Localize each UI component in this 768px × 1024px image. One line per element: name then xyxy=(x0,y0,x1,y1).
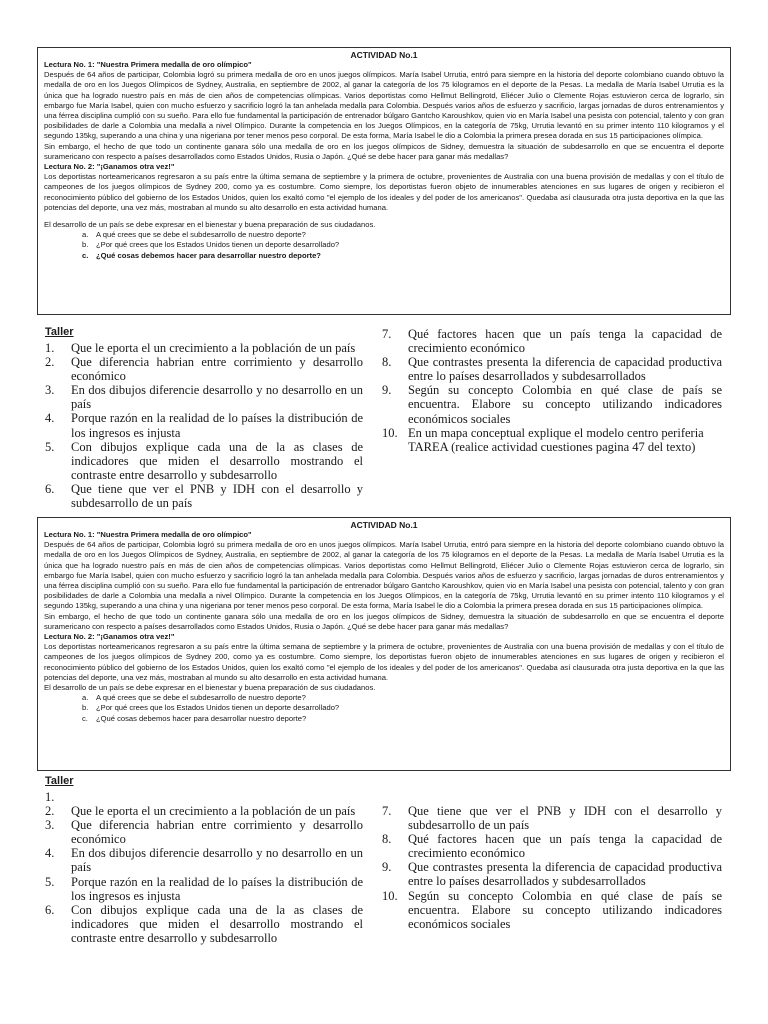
list-item: 2. Que diferencia habrian entre corrimiento y desarrollo económico xyxy=(45,355,363,384)
lectura-1-text-2: Sin embargo, el hecho de que todo un continente ganara sólo una medalla de oro en los juegos olímpicos de Sidney, demuestra la situación de subdesarrollo en que se encuentra el deporte suramericano con respecto a países desarrollados como Estados Unidos, Rusia o Japón. ¿Qué se debe hacer para ganar más medallas? xyxy=(44,141,724,161)
activity-title: ACTIVIDAD No.1 xyxy=(350,50,418,60)
taller-2-left-column xyxy=(45,790,363,945)
closing-statement: El desarrollo de un país se debe expresar en el bienestar y buena preparación de sus ciudadanos. xyxy=(44,220,376,230)
activity-box-2 xyxy=(37,517,731,771)
list-item: 3. Que diferencia habrian entre corrimiento y desarrollo económico xyxy=(45,818,363,847)
question-list xyxy=(44,230,724,261)
lectura-1-text-2: Sin embargo, el hecho de que todo un continente ganara sólo una medalla de oro en los juegos olímpicos de Sidney, demuestra la situación de subdesarrollo en que se encuentra el deporte suramericano con respecto a países desarrollados como Estados Unidos, Rusia o Japón. ¿Qué se debe hacer para ganar más medallas? xyxy=(44,611,724,631)
list-item: 10. En un mapa conceptual explique el modelo centro periferia xyxy=(382,425,704,440)
tarea-note: TAREA (realice actividad cuestiones pagina 47 del texto) xyxy=(408,439,696,454)
lectura-1-text: Después de 64 años de participar, Colombia logró su primera medalla de oro en unos juegos olímpicos. María Isabel Urrutia, entró para siempre en la historia del deporte colombiano cuando obtuvo la medalla de oro en los Juegos Olímpicos de Sydney, Australia, en septiembre de 2002, al ganar la categoría de los 75 kilogramos en el deporte de la Pesas. La medalla de María Isabel Urrutia es la única que ha logrado nuestro país en más de cien años de competencias olímpicas. Varios deportistas como Hellmut Bellingrotd, Eliécer Julio o Clemente Rojas estuvieron cerca de lograrlo, sin embargo fue María Isabel, quien con mucho esfuerzo y sacrificio logró la tan anhelada medalla para Colombia. Después varios años de esfuerzo y sacrificio, largas jornadas de duros entrenamientos y una férrea disciplina cumplió con su sueño. Para ello fue fundamental la participación de entrenador búlgaro Gantcho Karoushkov, quien vio en María Isabel una pesista con potencial, talento y con gran posibilidades de darle a Colombia una medalla a nivel Olímpico. Durante la competencia en los Juegos Olímpicos, en la categoría de 75kg, Urrutia levantó en su primer intento 110 kilogramos y el segundo 135kg, superando a una china y una nigeriana por tener menos peso corporal. De esta forma, María Isabel le dio a Colombia la primera presea dorada en sus 15 participaciones olímpica. xyxy=(44,540,724,611)
taller-2-right-column xyxy=(382,804,722,931)
question-item: b. ¿Por qué crees que los Estados Unidos tienen un deporte desarrollado? xyxy=(82,703,340,713)
lectura-2-text: Los deportistas norteamericanos regresaron a su país entre la última semana de septiembre y la primera de octubre, provenientes de Australia con una buena provisión de medallas y con el título de campeones de los juegos olímpicos de Sydney 200, como ya es costumbre. Como siempre, los deportistas fueron objeto de innumerables atenciones en sus lugares de origen y recibieron el reconocimiento público del gobierno de los Estados Unidos, quien los exaltó como "el ejemplo de los ideales y del poder de los americanos". Quedaba así clausurada otra justa deportiva en la que las potencias del deporte, una vez más, mostraban al mundo su alto desarrollo en esta actividad humana. xyxy=(44,172,724,212)
taller-1-left-column xyxy=(45,341,363,510)
lectura-2-text: Los deportistas norteamericanos regresaron a su país entre la última semana de septiembre y la primera de octubre, provenientes de Australia con una buena provisión de medallas y con el título de campeones de los juegos olímpicos de Sydney 200, como ya es costumbre. Como siempre, los deportistas fueron objeto de innumerables atenciones en sus lugares de origen y recibieron el reconocimiento público del gobierno de los Estados Unidos, quien los exaltó como "el ejemplo de los ideales y del poder de los americanos". Quedaba así clausurada otra justa deportiva en la que las potencias del deporte, una vez más, mostraban al mundo su alto desarrollo en esta actividad humana. xyxy=(44,642,724,682)
list-item: 6. Con dibujos explique cada una de la as clases de indicadores que miden el desarrollo mostrando el contraste entre desarrollo y subdesarrollo xyxy=(45,902,363,945)
lectura-1-title: Lectura No. 1: "Nuestra Primera medalla de oro olímpico" xyxy=(44,530,252,539)
list-item: 10. Según su concepto Colombia en qué clase de país se encuentra. Elabore su concepto utilizando indicadores económicos sociales xyxy=(382,888,722,931)
list-item: 7. Que tiene que ver el PNB y IDH con el desarrollo y subdesarrollo de un país xyxy=(382,804,722,833)
list-item: 9. Que contrastes presenta la diferencia de capacidad productiva entre lo países desarrollados y subdesarrollados xyxy=(382,860,722,889)
list-item: 1. Que le eporta el un crecimiento a la población de un país xyxy=(45,341,356,355)
list-item: 3. En dos dibujos diferencie desarrollo y no desarrollo en un país xyxy=(45,383,363,412)
list-item: 4. Porque razón en la realidad de lo países la distribución de los ingresos es injusta xyxy=(45,411,363,440)
list-item: 8. Que contrastes presenta la diferencia de capacidad productiva entre lo países desarrollados y subdesarrollados xyxy=(382,355,722,384)
taller-1-right-column xyxy=(382,327,722,454)
list-item: 1. xyxy=(45,790,55,804)
list-item: 6. Que tiene que ver el PNB y IDH con el desarrollo y subdesarrollo de un país xyxy=(45,481,363,511)
list-item: 5. Con dibujos explique cada una de la as clases de indicadores que miden el desarrollo mostrando el contraste entre desarrollo y subdesarrollo xyxy=(45,439,363,482)
closing-statement: El desarrollo de un país se debe expresar en el bienestar y buena preparación de sus ciudadanos. xyxy=(44,683,376,693)
question-item: b. ¿Por qué crees que los Estados Unidos tienen un deporte desarrollado? xyxy=(82,240,340,250)
taller-heading: Taller xyxy=(45,775,74,787)
list-item: 7. Qué factores hacen que un país tenga la capacidad de crecimiento económico xyxy=(382,327,722,356)
list-item: 8. Qué factores hacen que un país tenga la capacidad de crecimiento económico xyxy=(382,832,722,861)
activity-title: ACTIVIDAD No.1 xyxy=(350,520,418,530)
taller-heading: Taller xyxy=(45,326,74,338)
question-item: a. A qué crees que se debe el subdesarrollo de nuestro deporte? xyxy=(82,230,306,240)
question-item: c. ¿Qué cosas debemos hacer para desarrollar nuestro deporte? xyxy=(82,250,321,260)
list-item: 4. En dos dibujos diferencie desarrollo y no desarrollo en un país xyxy=(45,846,363,875)
question-item: c. ¿Qué cosas debemos hacer para desarrollar nuestro deporte? xyxy=(82,713,307,723)
lectura-1-title: Lectura No. 1: "Nuestra Primera medalla de oro olímpico" xyxy=(44,60,252,69)
list-item: 9. Según su concepto Colombia en qué clase de país se encuentra. Elabore su concepto utilizando indicadores económicos sociales xyxy=(382,383,722,426)
activity-box-1 xyxy=(37,47,731,315)
lectura-2-title: Lectura No. 2: "¡Ganamos otra vez!" xyxy=(44,162,175,172)
lectura-1-text: Después de 64 años de participar, Colombia logró su primera medalla de oro en unos juegos olímpicos. María Isabel Urrutia, entró para siempre en la historia del deporte colombiano cuando obtuvo la medalla de oro en los Juegos Olímpicos de Sydney, Australia, en septiembre de 2002, al ganar la categoría de los 75 kilogramos en el deporte de la Pesas. La medalla de María Isabel Urrutia es la única que ha logrado nuestro país en más de cien años de competencias olímpicas. Varios deportistas como Hellmut Bellingrotd, Eliécer Julio o Clemente Rojas estuvieron cerca de lograrlo, sin embargo fue María Isabel, quien con mucho esfuerzo y sacrificio logró la tan anhelada medalla para Colombia. Después varios años de esfuerzo y sacrificio, largas jornadas de duros entrenamientos y una férrea disciplina cumplió con su sueño. Para ello fue fundamental la participación de entrenador búlgaro Gantcho Karoushkov, quien vio en María Isabel una pesista con potencial, talento y con gran posibilidades de darle a Colombia una medalla a nivel Olímpico. Durante la competencia en los Juegos Olímpicos, en la categoría de 75kg, Urrutia levantó en su primer intento 110 kilogramos y el segundo 135kg, superando a una china y una nigeriana por tener menos peso corporal. De esta forma, María Isabel le dio a Colombia la primera presea dorada en sus 15 participaciones olímpica. xyxy=(44,70,724,141)
question-list xyxy=(44,693,724,724)
lectura-2-title: Lectura No. 2: "¡Ganamos otra vez!" xyxy=(44,632,175,642)
question-item: a. A qué crees que se debe el subdesarrollo de nuestro deporte? xyxy=(82,693,306,703)
list-item: 5. Porque razón en la realidad de lo países la distribución de los ingresos es injusta xyxy=(45,874,363,903)
list-item: 2. Que le eporta el un crecimiento a la población de un país xyxy=(45,804,356,819)
